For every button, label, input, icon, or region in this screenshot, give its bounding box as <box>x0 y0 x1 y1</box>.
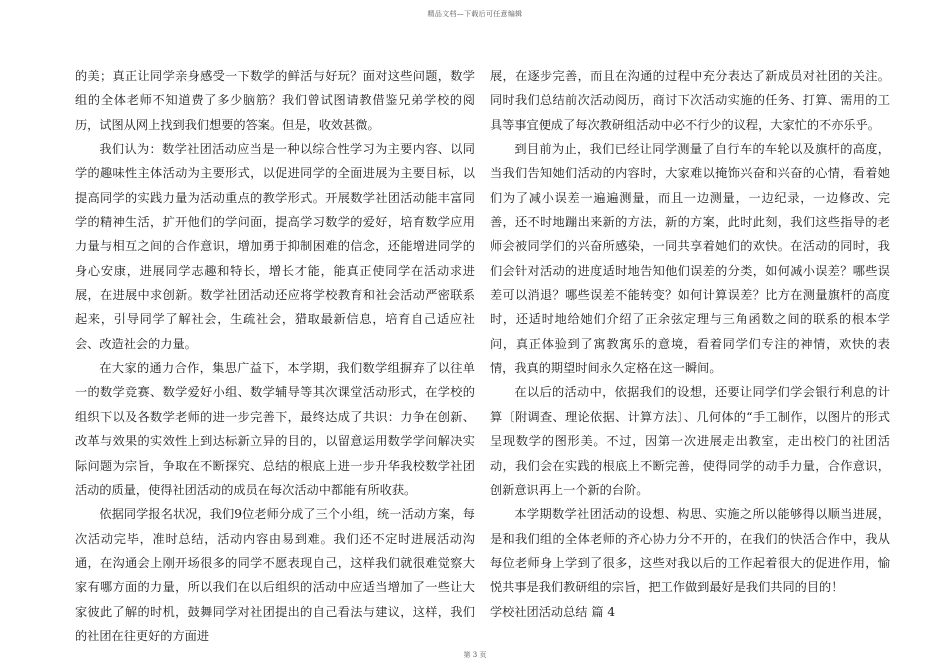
paragraph: 我们认为：数学社团活动应当是一种以综合性学习为主要内容、以同学的趣味性主体活动为主要形式，以促进同学的全面进展为主要目标，以提高同学的实践力量为活动重点的教学形式。开展数学社团活动能丰富同学的精神生活，扩开他们的学问面，提高学习数学的爱好，培育数学应用力量与相互之间的合作意识，增加勇于抑制困难的信念，还能增进同学的身心安康，进展同学志趣和特长，增长才能，能真正使同学在活动求进展，在进展中求创新。数学社团活动还应将学校教育和社会活动严密联系起来，引导同学了解社会，生疏社会，猎取最新信息，培育自己适应社会、改造社会的力量。 <box>75 142 475 351</box>
page-number: 第 3 页 <box>463 651 487 659</box>
page-header: 精品文档—下载后可任意编辑 <box>427 10 523 18</box>
paragraph: 展，在逐步完善，而且在沟通的过程中充分表达了新成员对社团的关注。同时我们总结前次活动阅历，商讨下次活动实施的任务、打算、需用的工具等事宜便成了每次教研组活动中必不行少的议程，大家忙的不亦乐乎。 <box>490 69 890 132</box>
paragraph: 本学期数学社团活动的设想、构思、实施之所以能够得以顺当进展，是和我们组的全体老师的齐心协力分不开的，在我们的快活合作中，我从每位老师身上学到了很多，这些对我以后的工作起着很大的促进作用，愉悦共事是我们教研组的宗旨，把工作做到最好是我们共同的目的！ <box>490 507 890 595</box>
paragraph: 在以后的活动中，依据我们的设想，还要让同学们学会银行利息的计算〔附调查、理论依据、计算方法〕、几何体的“手工制作，以图片的形式呈现数学的图形美。不过，因第一次进展走出教室，走出校门的社团活动，我们会在实践的根底上不断完善，使得同学的动手力量，合作意识，创新意识再上一个新的台阶。 <box>490 385 890 497</box>
right-column <box>490 64 890 624</box>
paragraph: 依据同学报名状况，我们9位老师分成了三个小组，统一活动方案，每次活动完毕，准时总结，活动内容由易到难。我们还不定时进展活动沟通，在沟通会上刚开场很多的同学不愿表现自己，这样我们就很难觉察大家有哪方面的力量，所以我们在以后组织的活动中应适当增加了一些让大家彼此了解的时机，鼓舞同学对社团提出的自己看法与建议，这样，我们的社团在往更好的方面进 <box>75 507 475 643</box>
paragraph: 到目前为止，我们已经让同学测量了自行车的车轮以及旗杆的高度，当我们告知她们活动的内容时，大家难以掩饰兴奋和兴奋的心情，看着她们为了减小误差一遍遍测量，而且一边测量，一边纪录，一边修改、完善，还不时地蹦出来新的方法，新的方案，此时此刻，我们这些指导的老师会被同学们的兴奋所感染，一同共享着她们的欢快。在活动的同时，我们会针对活动的进度适时地告知他们误差的分类，如何减小误差？哪些误差可以消退？哪些误差不能转变？如何计算误差？比方在测量旗杆的高度时，还适时地给她们介绍了正余弦定理与三角函数之间的联系的根本学问，真正体验到了寓教寓乐的意境，看着同学们专注的神情，欢快的表情，我真的期望时间永久定格在这一瞬间。 <box>490 142 890 376</box>
section-heading: 学校社团活动总结 篇 4 <box>490 604 616 619</box>
left-column <box>75 64 475 648</box>
paragraph: 在大家的通力合作，集思广益下，本学期，我们数学组摒弃了以往单一的数学竞赛、数学爱好小组、数学辅导等其次课堂活动形式，在学校的组织下以及各数学老师的进一步完善下，最终达成了共识：力争在创新、改革与效果的实效性上到达标新立异的目的，以留意运用数学学问解决实际问题为宗旨，争取在不断探究、总结的根底上进一步升华我校数学社团活动的质量，使得社团活动的成员在每次活动中都能有所收获。 <box>75 361 475 497</box>
paragraph: 的美；真正让同学亲身感受一下数学的鲜活与好玩？面对这些问题，数学组的全体老师不知道费了多少脑筋？我们曾试图请教借鉴兄弟学校的阅历，试图从网上找到我们想要的答案。但是，收效甚微。 <box>75 69 475 132</box>
